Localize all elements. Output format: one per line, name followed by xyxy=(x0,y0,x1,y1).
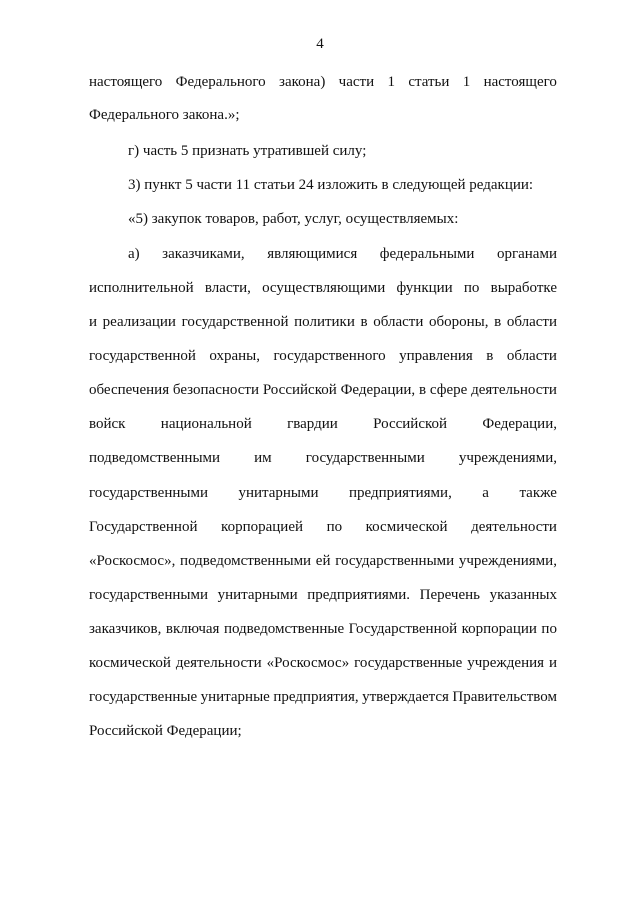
text-line: государственными унитарными предприятиями, а также xyxy=(89,485,557,501)
text-line: Российской Федерации; xyxy=(89,723,242,739)
text-line: подведомственными им государственными учреждениями, xyxy=(89,450,557,466)
page-number: 4 xyxy=(316,36,324,52)
text-line: «Роскосмос», подведомственными ей государственными учреждениями, xyxy=(89,553,557,569)
text-line: и реализации государственной политики в области обороны, в области xyxy=(89,314,557,330)
text-line: Федерального закона.»; xyxy=(89,107,240,123)
text-line: государственными унитарными предприятиями. Перечень указанных xyxy=(89,587,557,603)
text-line: войск национальной гвардии Российской Федерации, xyxy=(89,416,557,432)
text-line: 3) пункт 5 части 11 статьи 24 изложить в следующей редакции: xyxy=(128,177,534,193)
text-line: исполнительной власти, осуществляющими функции по выработке xyxy=(89,280,557,296)
text-line: государственные унитарные предприятия, утверждается Правительством xyxy=(89,689,557,705)
text-line: космической деятельности «Роскосмос» государственные учреждения и xyxy=(89,655,557,671)
text-line: «5) закупок товаров, работ, услуг, осуществляемых: xyxy=(128,211,459,227)
text-line: настоящего Федерального закона) части 1 статьи 1 настоящего xyxy=(89,74,557,90)
text-line: государственной охраны, государственного управления в области xyxy=(89,348,557,364)
text-line: заказчиков, включая подведомственные Государственной корпорации по xyxy=(89,621,557,637)
text-line: Государственной корпорацией по космической деятельности xyxy=(89,519,557,535)
text-line: обеспечения безопасности Российской Федерации, в сфере деятельности xyxy=(89,382,557,398)
text-line: а) заказчиками, являющимися федеральными органами xyxy=(128,246,557,262)
text-line: г) часть 5 признать утратившей силу; xyxy=(128,143,367,159)
